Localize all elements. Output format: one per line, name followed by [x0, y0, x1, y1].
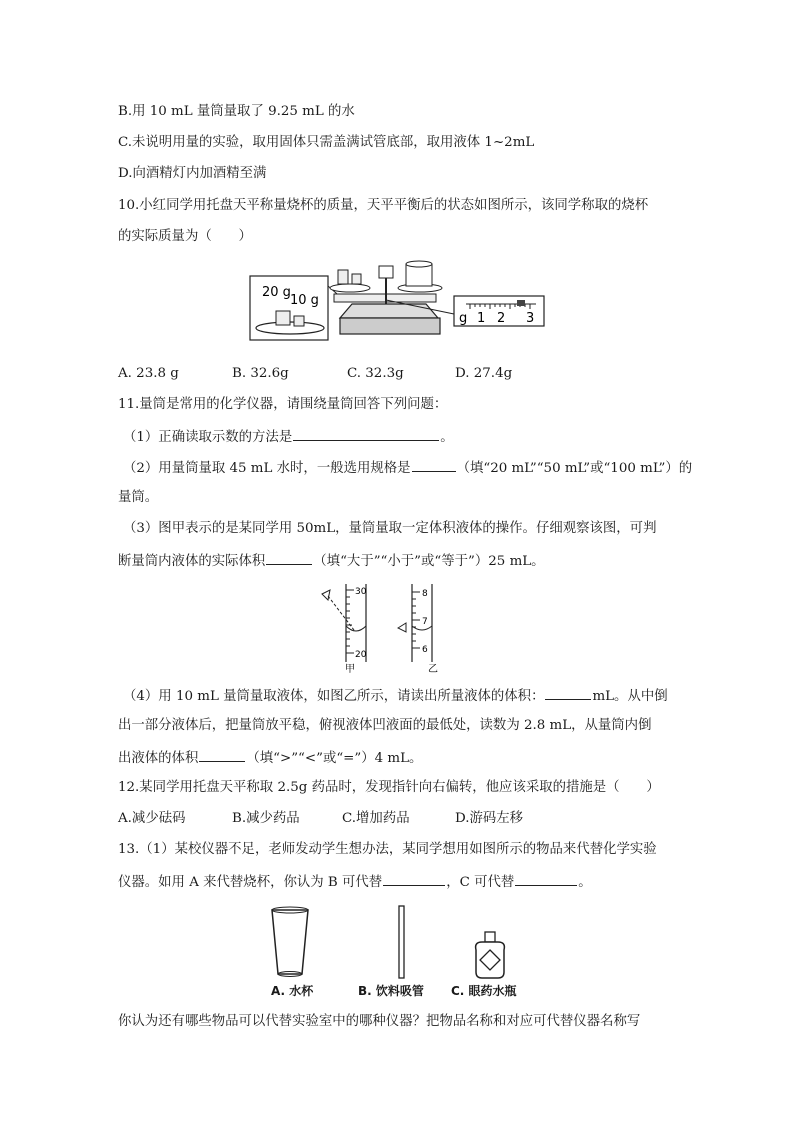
- q12-option-c: C.增加药品: [342, 811, 410, 826]
- q11-part4-line3: 出液体的体积 （填“>”“<”或“=”）4 mL。: [118, 747, 422, 769]
- q10-option-c: C. 32.3g: [347, 366, 404, 381]
- answer-blank[interactable]: [412, 457, 456, 472]
- jia-label: 甲: [345, 664, 355, 674]
- item-c-label: C. 眼药水瓶: [451, 984, 517, 998]
- balance-figure: [248, 256, 548, 350]
- q11-part1: （1）正确读取示数的方法是 。: [123, 426, 454, 448]
- eye-icon: [398, 623, 406, 632]
- eye-drop-bottle-icon: [476, 932, 505, 978]
- q9-option-c: C.未说明用量的实验，取用固体只需盖满试管底部，取用液体 1~2mL: [118, 135, 535, 150]
- rider: [517, 300, 525, 306]
- answer-blank[interactable]: [266, 550, 312, 565]
- yi-tick-7: 7: [422, 617, 428, 627]
- weight-20g-label: 20 g: [262, 285, 291, 300]
- q10-option-d: D. 27.4g: [455, 366, 513, 381]
- q10-stem-line2: 的实际质量为（ ）: [118, 229, 252, 244]
- q9-option-d: D.向酒精灯内加酒精至满: [118, 166, 267, 181]
- yi-tick-6: 6: [422, 645, 428, 655]
- answer-blank[interactable]: [293, 426, 439, 441]
- answer-blank[interactable]: [383, 871, 445, 886]
- q11-part4-line2: 出一部分液体后，把量筒放平稳，俯视液体凹液面的最低处，读数为 2.8 mL，从量筒内倒: [118, 718, 652, 733]
- jia-tick-20: 20: [355, 650, 367, 660]
- q13-stem-line1: 13.（1）某校仪器不足，老师发动学生想办法，某同学想用如图所示的物品来代替化学实验: [118, 842, 657, 857]
- q10-stem-line1: 10.小红同学用托盘天平称量烧杯的质量，天平平衡后的状态如图所示，该同学称取的烧杯: [118, 198, 649, 213]
- straw-icon: [399, 906, 404, 978]
- q13-stem-line3: 你认为还有哪些物品可以代替实验室中的哪种仪器？把物品名称和对应可代替仪器名称写: [118, 1014, 641, 1029]
- cup-icon: [272, 910, 308, 974]
- answer-blank[interactable]: [515, 871, 577, 886]
- scale-tick-1: 1: [477, 311, 486, 326]
- q12-option-b: B.减少药品: [232, 811, 300, 826]
- q10-option-a: A. 23.8 g: [118, 366, 179, 381]
- weight-10g-label: 10 g: [290, 293, 319, 308]
- cylinder-figures: [318, 582, 468, 674]
- q9-option-b: B.用 10 mL 量筒量取了 9.25 mL 的水: [118, 104, 355, 119]
- q11-intro: 11.量筒是常用的化学仪器，请围绕量筒回答下列问题：: [118, 397, 448, 412]
- q11-part2-cont: 量筒。: [118, 490, 159, 505]
- q10-option-b: B. 32.6g: [232, 366, 289, 381]
- eye-icon: [322, 590, 330, 600]
- q11-part2: （2）用量筒量取 45 mL 水时，一般选用规格是 （填“20 mL”“50 mL”或“100 mL”）的: [123, 457, 692, 479]
- q12-stem: 12.某同学用托盘天平称取 2.5g 药品时，发现指针向右偏转，他应该采取的措施是（ ）: [118, 780, 660, 795]
- yi-label: 乙: [428, 664, 438, 674]
- scale-unit: g: [459, 311, 468, 326]
- q11-part3-line1: （3）图甲表示的是某同学用 50mL，量筒量取一定体积液体的操作。仔细观察该图，可判: [123, 521, 657, 536]
- item-b-label: B. 饮料吸管: [358, 984, 424, 998]
- answer-blank[interactable]: [199, 747, 245, 762]
- q11-part3-line2: 断量筒内液体的实际体积 （填“大于”“小于”或“等于”）25 mL。: [118, 550, 545, 572]
- q11-part4-line1: （4）用 10 mL 量筒量取液体，如图乙所示，请读出所量液体的体积： mL。从中倒: [123, 685, 668, 707]
- answer-blank[interactable]: [545, 685, 591, 700]
- scale-tick-3: 3: [526, 311, 535, 326]
- q12-option-d: D.游码左移: [455, 811, 524, 826]
- yi-tick-8: 8: [422, 589, 428, 599]
- q12-option-a: A.减少砝码: [118, 811, 186, 826]
- item-a-label: A. 水杯: [271, 984, 314, 998]
- q13-stem-line2: 仪器。如用 A 来代替烧杯，你认为 B 可代替 ，C 可代替 。: [118, 871, 592, 893]
- scale-tick-2: 2: [497, 311, 506, 326]
- substitute-items-figure: [262, 902, 532, 984]
- jia-tick-30: 30: [355, 587, 367, 597]
